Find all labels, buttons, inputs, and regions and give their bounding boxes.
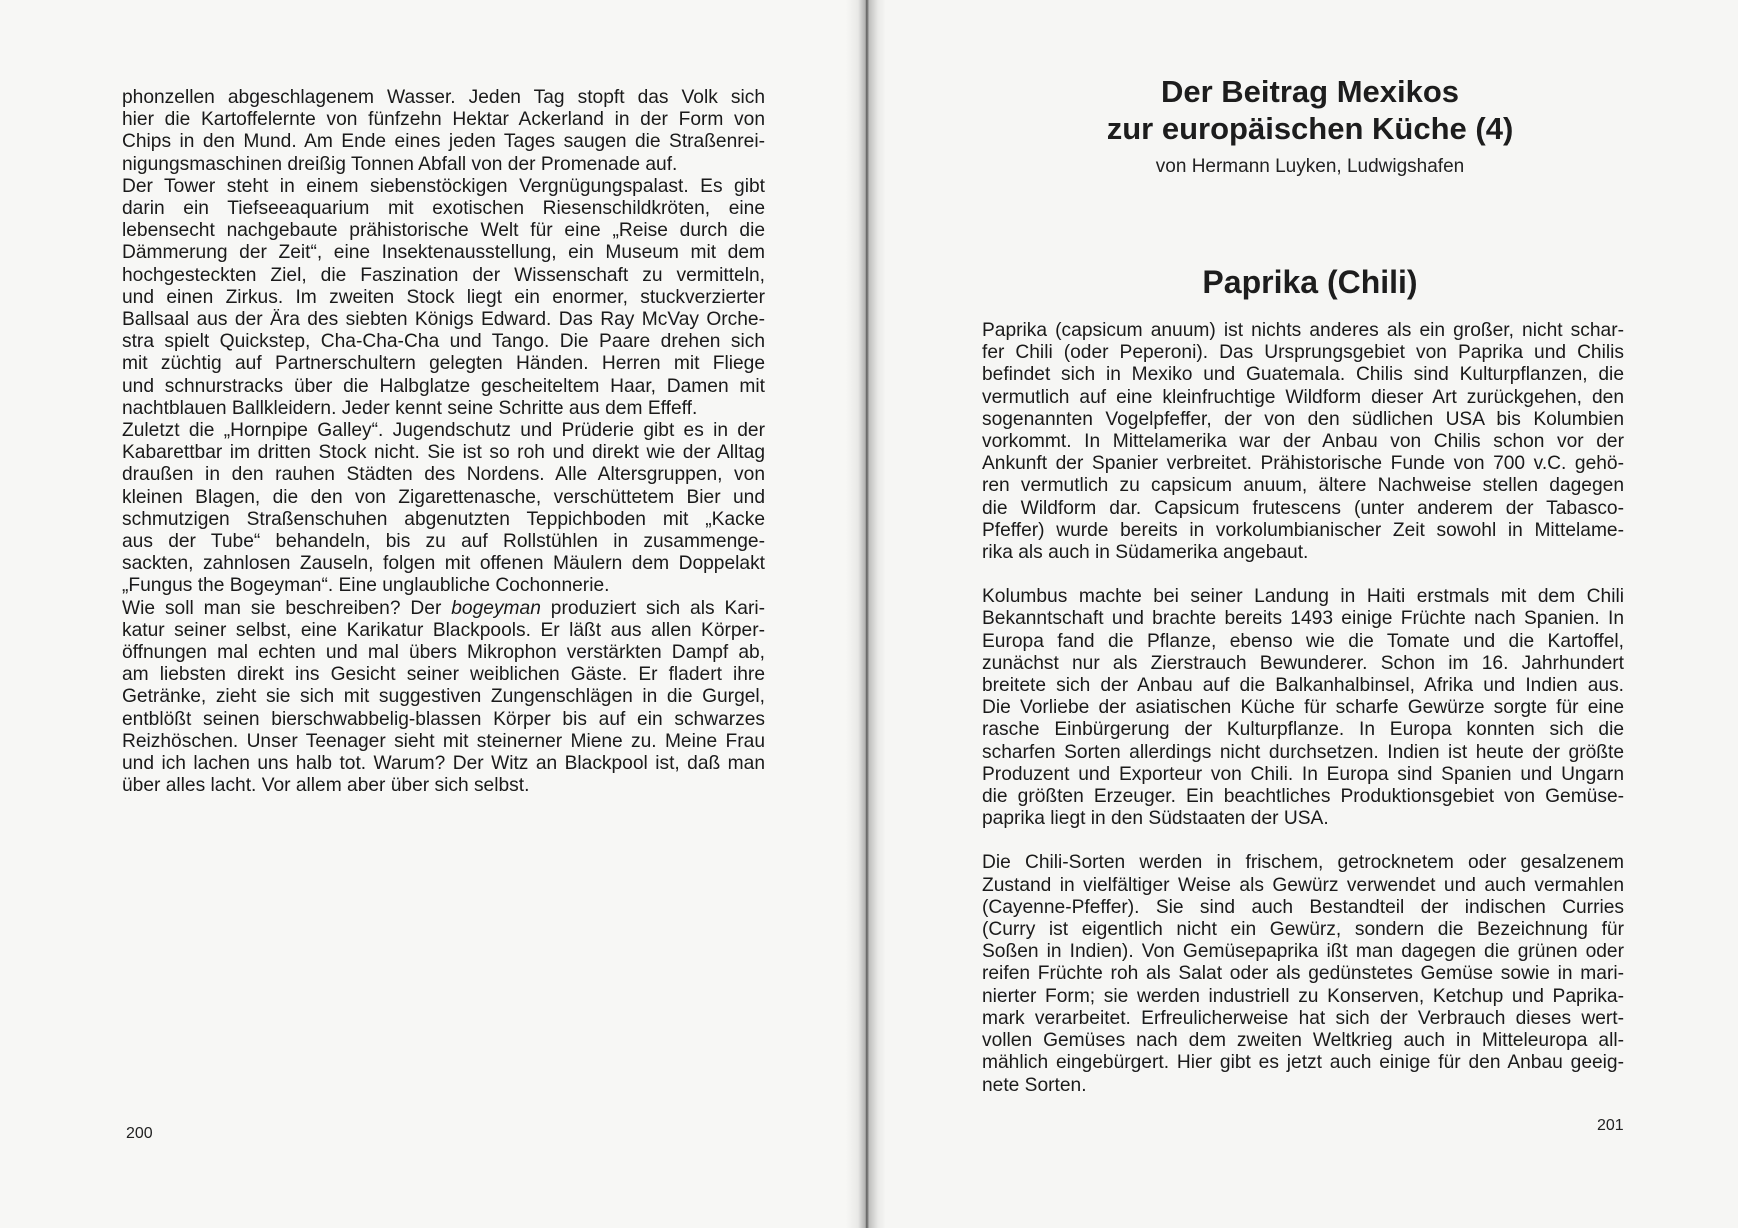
text-line: Europa fand die Pflanze, ebenso wie die Tomate und die Kartoffel,	[982, 630, 1624, 652]
text-line: über alles lacht. Vor allem aber über sich selbst.	[122, 775, 530, 797]
text-line: Reizhöschen. Unser Teenager sieht mit steinerner Miene zu. Meine Frau	[122, 730, 765, 752]
text-line: Der Tower steht in einem siebenstöckigen Vergnügungspalast. Es gibt	[122, 175, 765, 197]
text-line: Die Vorliebe der asiatischen Küche für scharfe Gewürze sorgte für eine	[982, 697, 1624, 719]
text-line: hier die Kartoffelernte von fünfzehn Hektar Ackerland in der Form von	[122, 109, 765, 131]
text-line: Zustand in vielfältiger Weise als Gewürz verwendet und auch vermahlen	[982, 874, 1624, 896]
text-line: Kolumbus machte bei seiner Landung in Haiti erstmals mit dem Chili	[982, 586, 1624, 608]
book-gutter-shadow	[846, 0, 886, 1228]
right-page-body-text	[982, 320, 1624, 1097]
paragraph-spacer	[982, 564, 1624, 586]
text-line: Ballsaal aus der Ära des siebten Königs Edward. Das Ray McVay Orche-	[122, 309, 765, 331]
text-line: Die Chili-Sorten werden in frischem, getrocknetem oder gesalzenem	[982, 852, 1624, 874]
text-line: vollen Gemüses nach dem zweiten Weltkrieg auch in Mitteleuropa all-	[982, 1030, 1624, 1052]
text-line: reifen Früchte roh als Salat oder als gedünstetes Gemüse sowie in mari-	[982, 963, 1624, 985]
text-line: vorkommt. In Mittelamerika war der Anbau von Chilis schon vor der	[982, 431, 1624, 453]
text-line: draußen in den rauhen Städten des Nordens. Alle Altersgruppen, von	[122, 464, 765, 486]
article-title-line-2: zur europäischen Küche (4)	[1106, 111, 1514, 146]
text-line: Wie soll man sie beschreiben? Der bogeyman produziert sich als Kari-	[122, 597, 765, 619]
article-author: von Hermann Luyken, Ludwigshafen	[1155, 156, 1465, 177]
paragraph	[982, 852, 1624, 1096]
text-line: fer Chili (oder Peperoni). Das Ursprungsgebiet von Paprika und Chilis	[982, 342, 1624, 364]
text-line: „Fungus the Bogeyman“. Eine unglaubliche Cochonnerie.	[122, 575, 610, 597]
text-line: paprika liegt in den Südstaaten der USA.	[982, 808, 1329, 830]
text-line: darin ein Tiefseeaquarium mit exotischen Riesenschildkröten, eine	[122, 198, 765, 220]
text-line: befindet sich in Mexiko und Guatemala. Chilis sind Kulturpflanzen, die	[982, 364, 1624, 386]
text-line: Ankunft der Spanier verbreitet. Prähistorische Funde von 700 v.C. gehö-	[982, 453, 1624, 475]
text-line: Produzent und Exporteur von Chili. In Europa sind Spanien und Ungarn	[982, 763, 1624, 785]
text-line: die Wildform dar. Capsicum frutescens (unter anderem der Tabasco-	[982, 497, 1624, 519]
text-line: Kabarettbar im dritten Stock nicht. Sie ist so roh und direkt wie der Alltag	[122, 442, 765, 464]
text-line: Bekanntschaft und brachte bereits 1493 einige Früchte nach Spanien. In	[982, 608, 1624, 630]
text-line: nete Sorten.	[982, 1074, 1087, 1096]
text-line: und ich lachen uns halb tot. Warum? Der Witz an Blackpool ist, daß man	[122, 753, 765, 775]
text-line: stra spielt Quickstep, Cha-Cha-Cha und Tango. Die Paare drehen sich	[122, 331, 765, 353]
text-line: Chips in den Mund. Am Ende eines jeden Tages saugen die Straßenrei-	[122, 131, 765, 153]
text-line: vermutlich auf eine kleinfruchtige Wildform dieser Art zurückgehen, den	[982, 386, 1624, 408]
text-line: mählich eingebürgert. Hier gibt es jetzt auch einige für den Anbau geeig-	[982, 1052, 1624, 1074]
text-line: aus der Tube“ behandeln, bis zu auf Rollstühlen in zusammenge-	[122, 531, 765, 553]
text-line: die größten Erzeuger. Ein beachtliches Produktionsgebiet von Gemüse-	[982, 786, 1624, 808]
text-line: lebensecht nachgebaute prähistorische Welt für eine „Reise durch die	[122, 220, 765, 242]
text-line: katur seiner selbst, eine Karikatur Blackpools. Er läßt aus allen Körper-	[122, 619, 765, 641]
text-line: Zuletzt die „Hornpipe Galley“. Jugendschutz und Prüderie gibt es in der	[122, 420, 765, 442]
section-heading: Paprika (Chili)	[1202, 264, 1418, 300]
text-line: mark verarbeitet. Erfreulicherweise hat sich der Verbrauch dieses wert-	[982, 1007, 1624, 1029]
text-line: Dämmerung der Zeit“, eine Insektenausstellung, ein Museum mit dem	[122, 242, 765, 264]
paragraph	[982, 586, 1624, 830]
page-number-right: 201	[1597, 1117, 1624, 1134]
left-page-body-text	[122, 87, 765, 798]
text-line: scharfen Sorten allerdings nicht durchsetzen. Indien ist heute der größte	[982, 741, 1624, 763]
text-line: phonzellen abgeschlagenem Wasser. Jeden Tag stopft das Volk sich	[122, 87, 765, 108]
text-line: rasche Einbürgerung der Kulturpflanze. In Europa konnten sich die	[982, 719, 1624, 741]
text-line: und schnurstracks über die Halbglatze gescheiteltem Haar, Damen mit	[122, 375, 765, 397]
text-line: nierter Form; sie werden industriell zu Konserven, Ketchup und Paprika-	[982, 985, 1624, 1007]
text-line: breitete sich der Anbau auf die Balkanhalbinsel, Afrika und Indien aus.	[982, 675, 1624, 697]
text-line: und einen Zirkus. Im zweiten Stock liegt ein enormer, stuckverzierter	[122, 286, 765, 308]
text-line: Getränke, zieht sie sich mit suggestiven Zungenschlägen in die Gurgel,	[122, 686, 765, 708]
italic-term: bogeyman	[451, 597, 541, 619]
text-line: rika als auch in Südamerika angebaut.	[982, 542, 1309, 564]
left-page	[0, 0, 868, 1228]
text-line: zunächst nur als Zierstrauch Bewunderer. Schon im 16. Jahrhundert	[982, 652, 1624, 674]
text-line: (Cayenne-Pfeffer). Sie sind auch Bestandteil der indischen Curries	[982, 896, 1624, 918]
paragraph-spacer	[982, 830, 1624, 852]
text-line: sogenannten Vogelpfeffer, der von den südlichen USA bis Kolumbien	[982, 408, 1624, 430]
text-line: (Curry ist eigentlich nicht ein Gewürz, sondern die Bezeichnung für	[982, 919, 1624, 941]
article-title-line-1: Der Beitrag Mexikos	[1160, 74, 1460, 109]
page-number-left: 200	[126, 1125, 153, 1142]
text-line: Soßen in Indien). Von Gemüsepaprika ißt man dagegen die grünen oder	[982, 941, 1624, 963]
paragraph	[982, 320, 1624, 564]
text-line: ren vermutlich zu capsicum anuum, ältere Nachweise stellen dagegen	[982, 475, 1624, 497]
text-line: Paprika (capsicum anuum) ist nichts anderes als ein großer, nicht schar-	[982, 320, 1624, 341]
text-line: hochgesteckten Ziel, die Faszination der Wissenschaft zu vermitteln,	[122, 264, 765, 286]
text-line: nachtblauen Ballkleidern. Jeder kennt seine Schritte aus dem Effeff.	[122, 397, 698, 419]
text-line: Pfeffer) wurde bereits in vorkolumbianischer Zeit sowohl in Mittelame-	[982, 519, 1624, 541]
text-line: schmutzigen Straßenschuhen abgenutzten Teppichboden mit „Kacke	[122, 508, 765, 530]
text-line: entblößt seinen bierschwabbelig-blassen Körper bis auf ein schwarzes	[122, 708, 765, 730]
text-line: sackten, zahnlosen Zauseln, folgen mit offenen Mäulern dem Doppelakt	[122, 553, 765, 575]
text-line: am liebsten direkt ins Gesicht seiner weiblichen Gäste. Er fladert ihre	[122, 664, 765, 686]
text-line: mit züchtig auf Partnerschultern gelegten Händen. Herren mit Fliege	[122, 353, 765, 375]
text-line: kleinen Blagen, die den von Zigarettenasche, verschüttetem Bier und	[122, 486, 765, 508]
text-line: öffnungen mal echten und mal übers Mikrophon verstärkten Dampf ab,	[122, 642, 765, 664]
text-line: nigungsmaschinen dreißig Tonnen Abfall von der Promenade auf.	[122, 153, 678, 175]
